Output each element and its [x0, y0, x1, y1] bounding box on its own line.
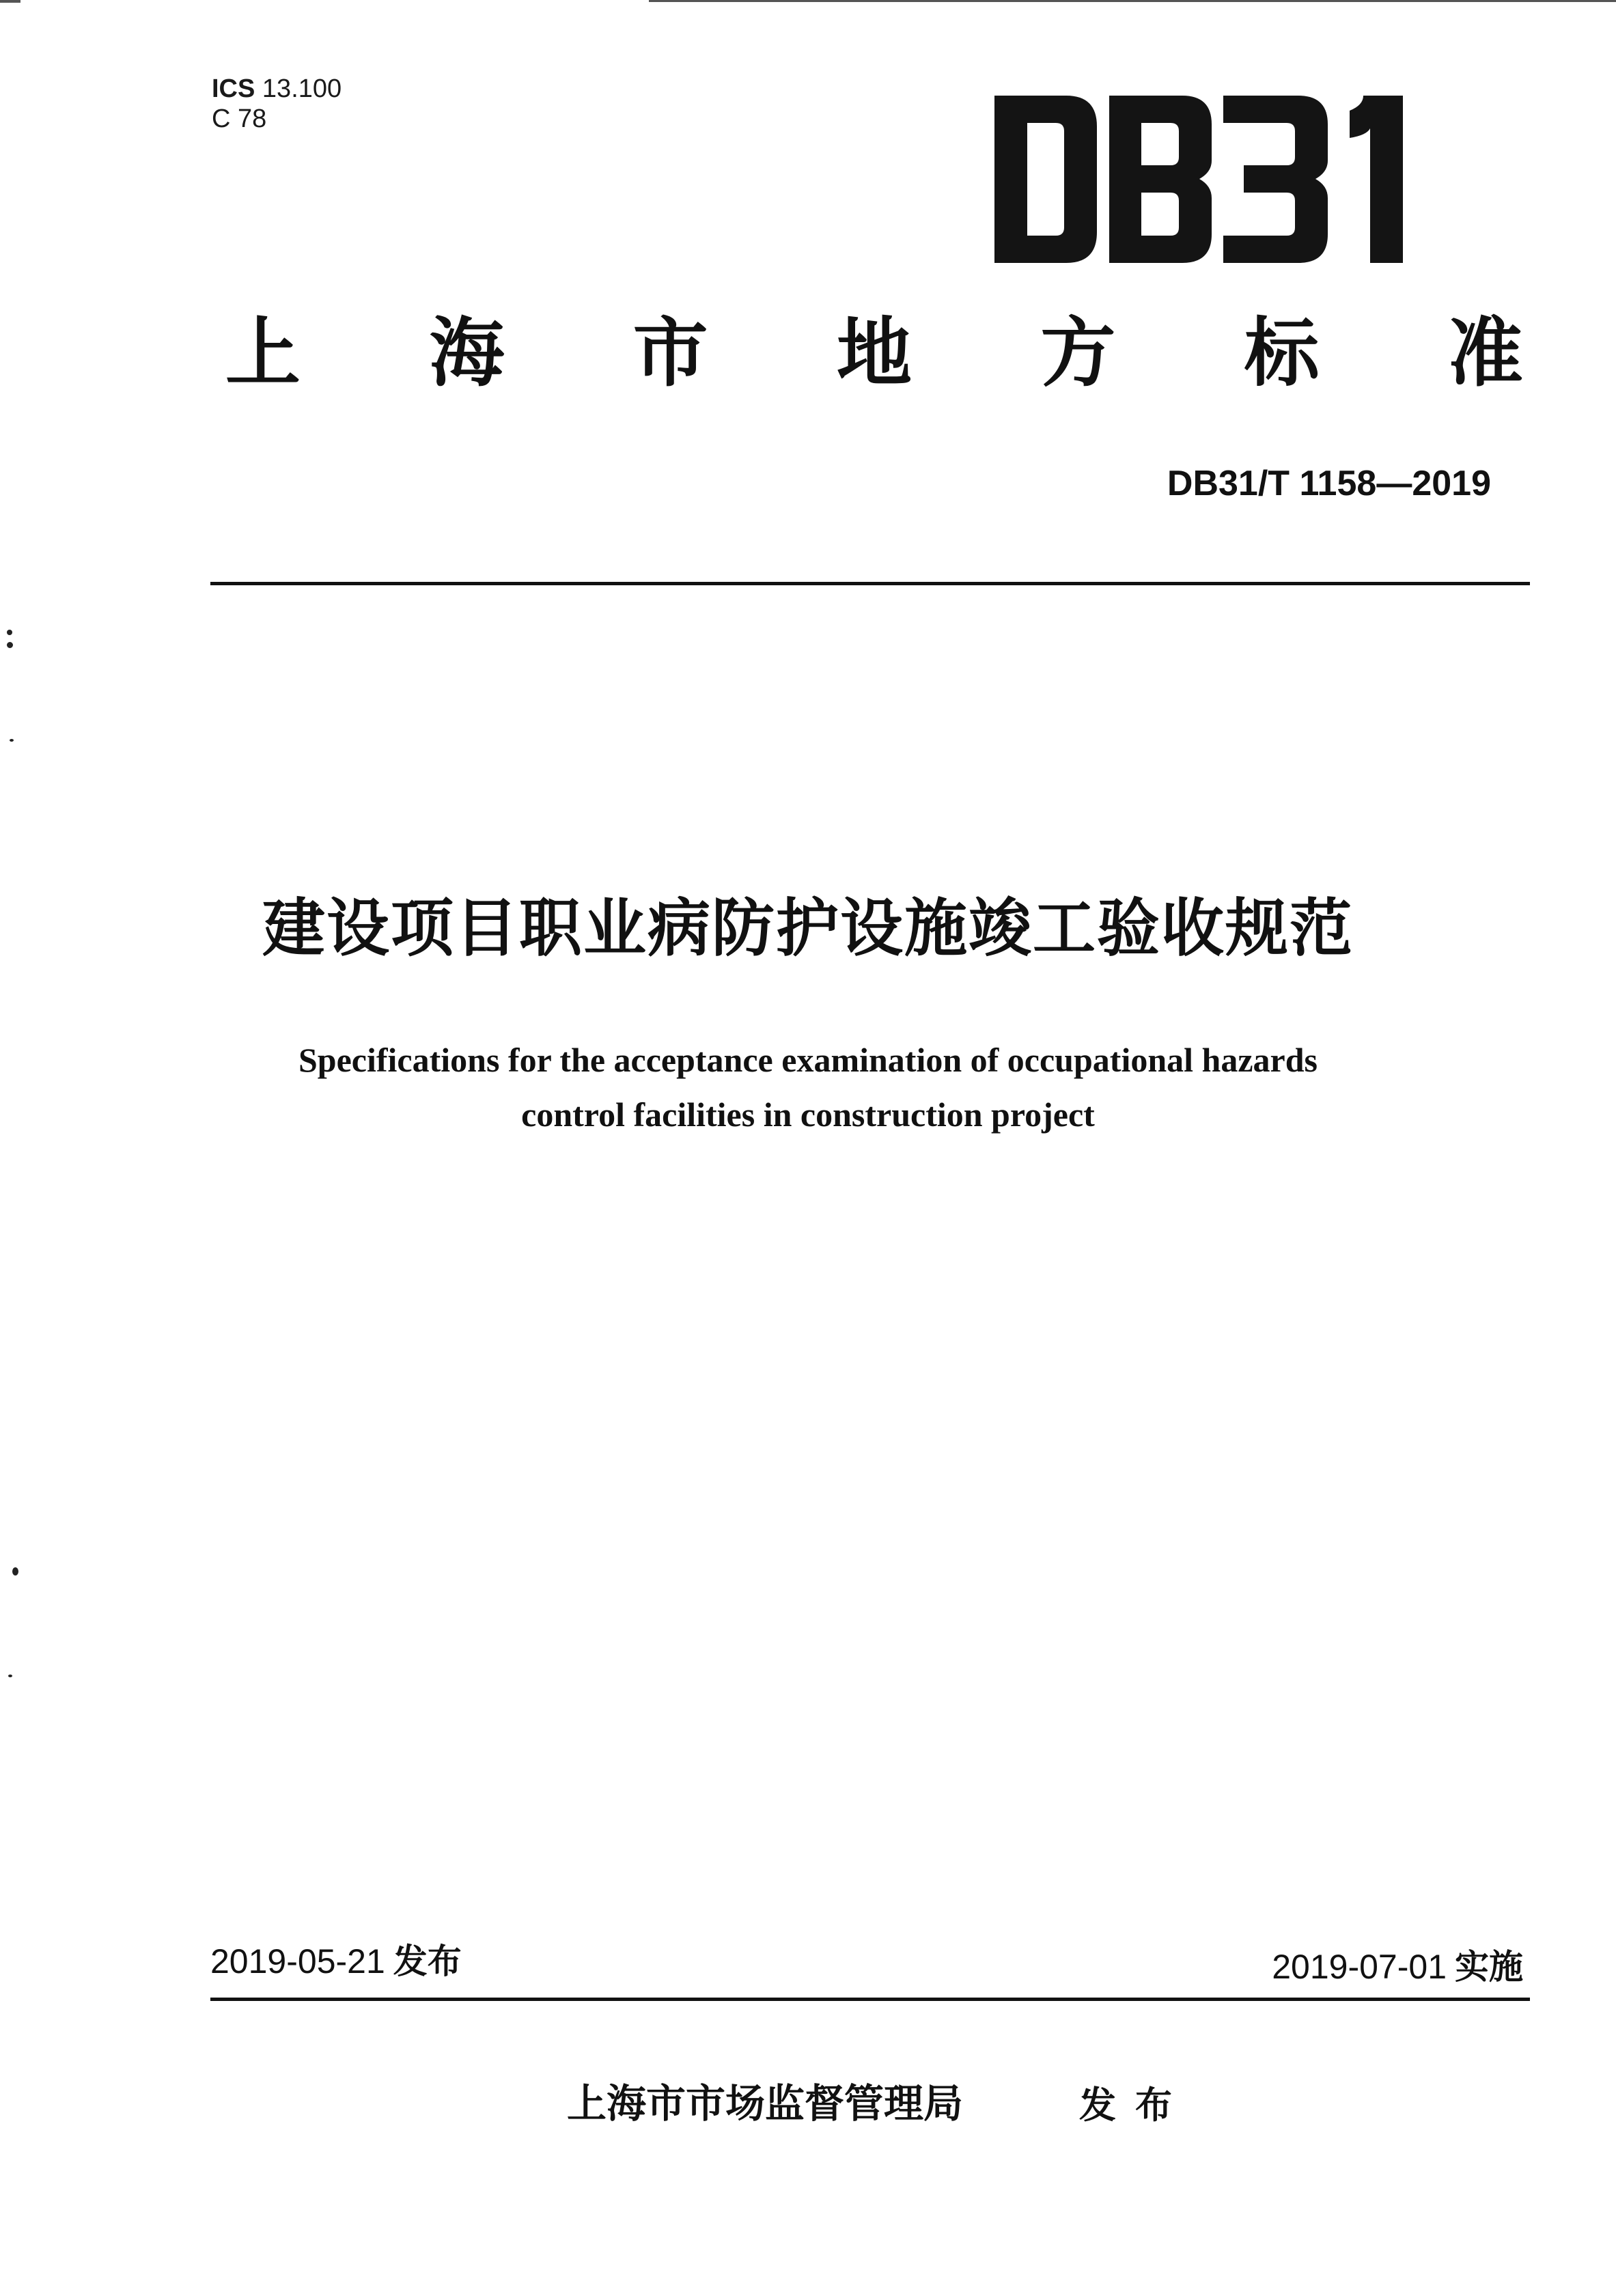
english-title-line: control facilities in construction project: [521, 1095, 1095, 1134]
issue-label: 发布: [393, 1942, 462, 1981]
scan-speck: [8, 1675, 12, 1677]
bottom-divider: [210, 1998, 1530, 2001]
ics-label: ICS: [212, 74, 255, 103]
publisher-action: 发布: [1079, 2084, 1191, 2127]
implement-date: 2019-07-01: [1272, 1948, 1447, 1986]
title-char: 准: [1447, 309, 1523, 397]
scan-speck: [12, 1567, 18, 1576]
scan-edge-artifact: [0, 0, 1616, 7]
top-divider: [210, 582, 1530, 585]
classification-codes: [212, 74, 342, 134]
title-char: 海: [429, 309, 505, 397]
db31-logo: [994, 96, 1438, 263]
issue-date-block: [210, 1941, 462, 1982]
english-title-line: Specifications for the acceptance examination of occupational hazards: [298, 1041, 1318, 1079]
ccs-code: C 78: [212, 104, 267, 133]
scan-speck: [7, 630, 12, 635]
title-char: 市: [632, 309, 708, 397]
publisher-name: 上海市市场监督管理局: [567, 2080, 964, 2127]
title-char: 标: [1244, 309, 1320, 397]
standard-number: DB31/T 1158—2019: [1167, 464, 1491, 503]
implement-label: 实施: [1455, 1947, 1523, 1987]
implement-date-block: [1272, 1946, 1523, 1987]
scan-speck: [7, 642, 13, 648]
issue-date: 2019-05-21: [210, 1942, 385, 1980]
title-char: 上: [225, 309, 301, 397]
standard-type-title: [225, 309, 1523, 397]
document-title-chinese: 建设项目职业病防护设施竣工验收规范: [262, 892, 1354, 965]
ics-code: 13.100: [262, 74, 342, 103]
title-char: 地: [836, 309, 912, 397]
title-char: 方: [1040, 309, 1116, 397]
document-title-english: [0, 1033, 1616, 1142]
scan-speck: [10, 739, 14, 742]
